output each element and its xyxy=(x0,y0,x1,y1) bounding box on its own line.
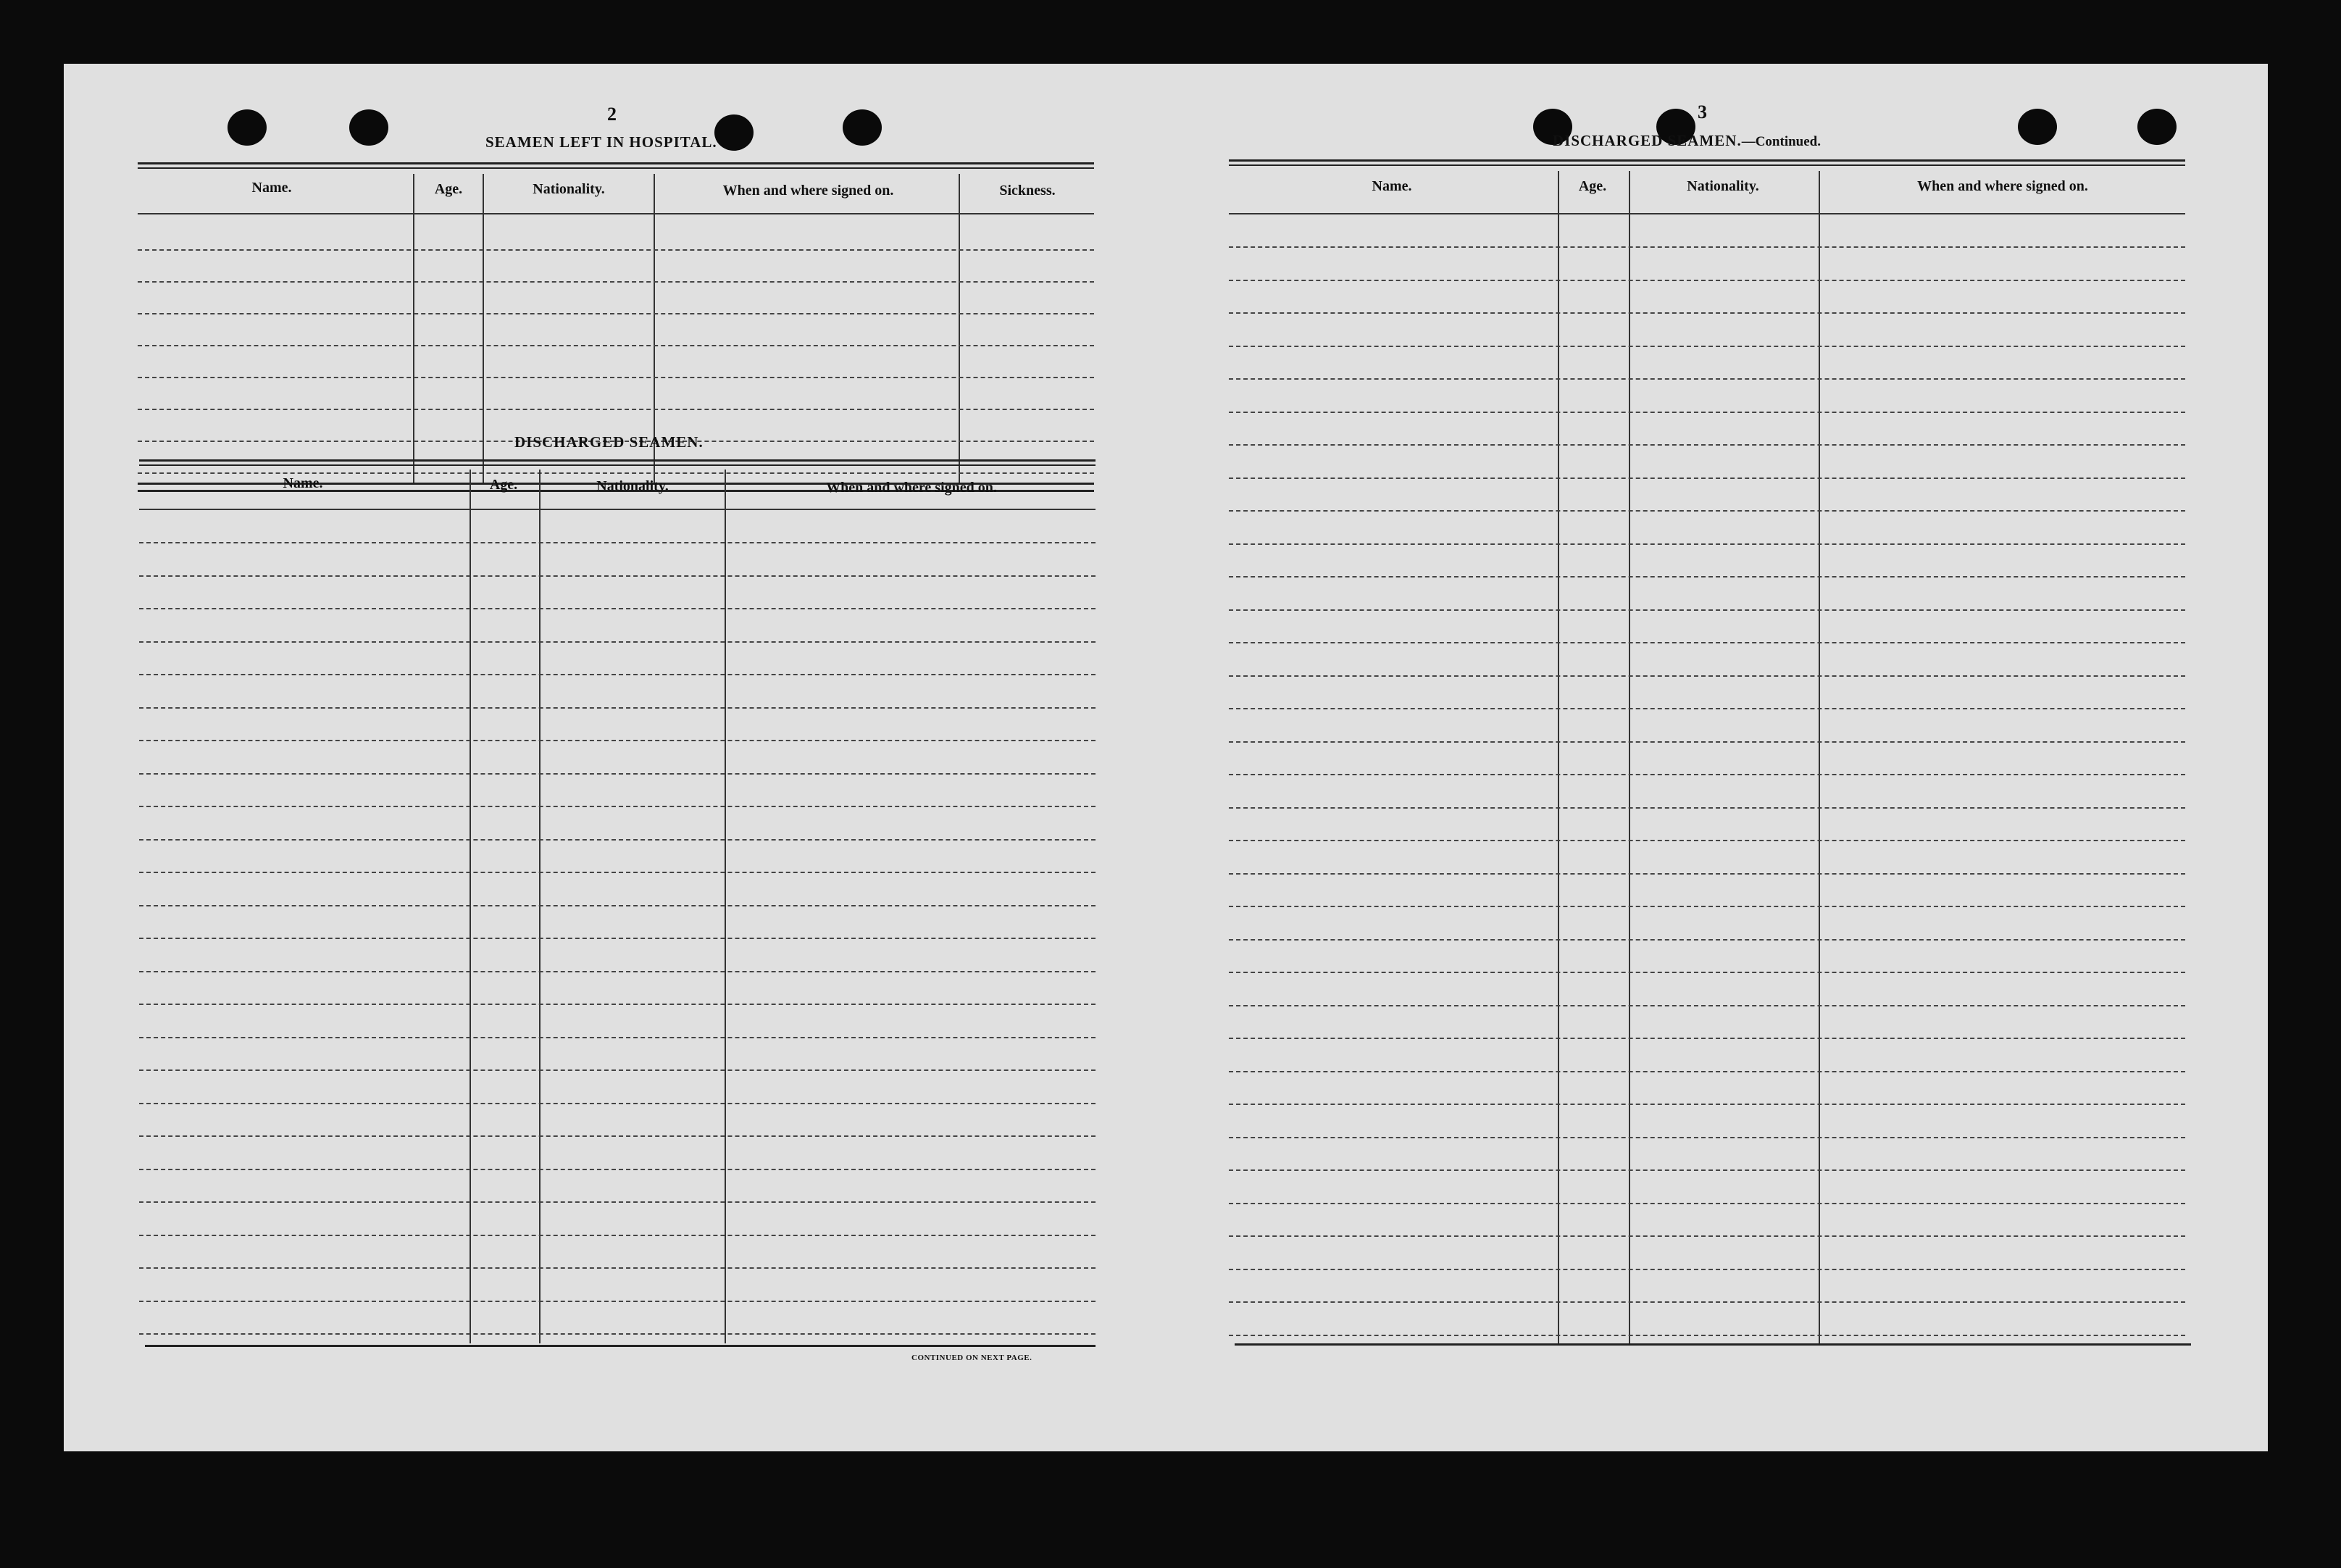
ledger-row-line xyxy=(1229,807,2185,809)
hospital-col-signed-on: When and where signed on. xyxy=(722,183,894,199)
hospital-header-line xyxy=(138,213,1094,214)
discharged-divider-1 xyxy=(470,470,471,1343)
hospital-divider-1 xyxy=(413,174,414,483)
ledger-row-line xyxy=(139,938,1096,939)
ledger-row-line xyxy=(1229,708,2185,709)
ledger-row-line xyxy=(1229,609,2185,611)
discharged-bottom-rule-left xyxy=(145,1345,1096,1347)
ledger-row-line xyxy=(1229,675,2185,677)
ledger-row-line xyxy=(1229,1038,2185,1039)
ledger-row-line xyxy=(139,1004,1096,1005)
hospital-top-rule xyxy=(138,162,1094,169)
ledger-row-line xyxy=(139,740,1096,741)
punch-hole-7 xyxy=(2018,109,2057,145)
ledger-row-line xyxy=(139,1267,1096,1269)
ledger-row-line xyxy=(1229,642,2185,643)
discharged-divider-2 xyxy=(539,470,541,1343)
right-divider-1 xyxy=(1558,171,1559,1343)
right-top-rule xyxy=(1229,159,2185,166)
hospital-col-age: Age. xyxy=(434,181,463,197)
right-col-age: Age. xyxy=(1578,178,1607,194)
right-divider-2 xyxy=(1629,171,1630,1343)
ledger-row-line xyxy=(139,872,1096,873)
ledger-row-line xyxy=(139,839,1096,841)
document-sheet xyxy=(64,64,2268,1451)
hospital-section-title: SEAMEN LEFT IN HOSPITAL. xyxy=(485,133,717,151)
ledger-row-line xyxy=(1229,412,2185,413)
ledger-row-line xyxy=(1229,906,2185,907)
hospital-row-line xyxy=(138,472,1094,474)
ledger-row-line xyxy=(139,1333,1096,1335)
right-bottom-rule xyxy=(1235,1343,2191,1346)
hospital-col-name: Name. xyxy=(251,180,292,196)
ledger-row-line xyxy=(1229,873,2185,875)
discharged-col-age: Age. xyxy=(489,477,518,493)
right-col-signed-on: When and where signed on. xyxy=(1917,178,2088,194)
ledger-row-line xyxy=(139,608,1096,609)
ledger-row-line xyxy=(1229,378,2185,380)
ledger-row-line xyxy=(1229,543,2185,545)
ledger-row-line xyxy=(1229,939,2185,941)
ledger-row-line xyxy=(139,1037,1096,1038)
hospital-row-line xyxy=(138,345,1094,346)
ledger-row-line xyxy=(1229,1301,2185,1303)
ledger-row-line xyxy=(1229,1235,2185,1237)
right-divider-3 xyxy=(1819,171,1820,1343)
ledger-row-line xyxy=(1229,576,2185,577)
ledger-row-line xyxy=(139,1169,1096,1170)
ledger-row-line xyxy=(139,674,1096,675)
discharged-section-title: DISCHARGED SEAMEN. xyxy=(514,433,704,451)
hospital-row-line xyxy=(138,249,1094,251)
ledger-row-line xyxy=(139,905,1096,906)
hospital-row-line xyxy=(138,313,1094,314)
right-col-nationality: Nationality. xyxy=(1687,178,1759,194)
ledger-row-line xyxy=(139,971,1096,972)
hospital-col-nationality: Nationality. xyxy=(533,181,605,197)
ledger-row-line xyxy=(1229,1104,2185,1105)
ledger-row-line xyxy=(1229,246,2185,248)
discharged-continued-title xyxy=(1553,132,1821,150)
ledger-row-line xyxy=(139,1201,1096,1203)
ledger-row-line xyxy=(139,542,1096,543)
ledger-row-line xyxy=(1229,280,2185,281)
ledger-row-line xyxy=(1229,346,2185,347)
ledger-row-line xyxy=(1229,1169,2185,1171)
discharged-divider-3 xyxy=(725,470,726,1343)
hospital-row-line xyxy=(138,377,1094,378)
ledger-row-line xyxy=(139,575,1096,577)
ledger-row-line xyxy=(139,773,1096,775)
ledger-row-line xyxy=(139,806,1096,807)
ledger-row-line xyxy=(1229,774,2185,775)
ledger-row-line xyxy=(139,1069,1096,1071)
discharged-col-signed-on: When and where signed on. xyxy=(826,480,997,496)
ledger-row-line xyxy=(139,1135,1096,1137)
discharged-col-name: Name. xyxy=(283,475,323,491)
punch-hole-4 xyxy=(843,109,882,146)
ledger-row-line xyxy=(139,707,1096,709)
hospital-divider-2 xyxy=(483,174,484,483)
hospital-col-sickness: Sickness. xyxy=(999,183,1056,199)
page-number-left: 2 xyxy=(607,104,617,125)
ledger-row-line xyxy=(1229,312,2185,314)
hospital-row-line xyxy=(138,281,1094,283)
ledger-row-line xyxy=(1229,478,2185,479)
ledger-row-line xyxy=(139,641,1096,643)
hospital-divider-4 xyxy=(959,174,960,483)
ledger-row-line xyxy=(1229,510,2185,512)
punch-hole-3 xyxy=(714,114,754,151)
discharged-continued-title-text: DISCHARGED SEAMEN. xyxy=(1553,132,1742,149)
ledger-row-line xyxy=(1229,1269,2185,1270)
ledger-row-line xyxy=(1229,1203,2185,1204)
ledger-row-line xyxy=(139,1103,1096,1104)
ledger-row-line xyxy=(1229,444,2185,446)
punch-hole-1 xyxy=(228,109,267,146)
discharged-col-nationality: Nationality. xyxy=(596,478,669,494)
punch-hole-2 xyxy=(349,109,388,146)
discharged-header-line-left xyxy=(139,509,1096,510)
ledger-row-line xyxy=(1229,972,2185,973)
continued-label: —Continued. xyxy=(1741,134,1821,149)
right-col-name: Name. xyxy=(1372,178,1412,194)
hospital-row-line xyxy=(138,409,1094,410)
page-number-right: 3 xyxy=(1698,101,1707,122)
continued-footer: CONTINUED ON NEXT PAGE. xyxy=(911,1354,1032,1362)
ledger-row-line xyxy=(1229,1071,2185,1072)
ledger-row-line xyxy=(1229,840,2185,841)
ledger-row-line xyxy=(1229,1335,2185,1336)
ledger-row-line xyxy=(139,1235,1096,1236)
ledger-row-line xyxy=(1229,741,2185,743)
ledger-row-line xyxy=(139,1301,1096,1302)
punch-hole-8 xyxy=(2137,109,2177,145)
ledger-row-line xyxy=(1229,1137,2185,1138)
right-header-line xyxy=(1229,213,2185,214)
discharged-header-rule-left xyxy=(139,459,1096,466)
ledger-row-line xyxy=(1229,1005,2185,1006)
